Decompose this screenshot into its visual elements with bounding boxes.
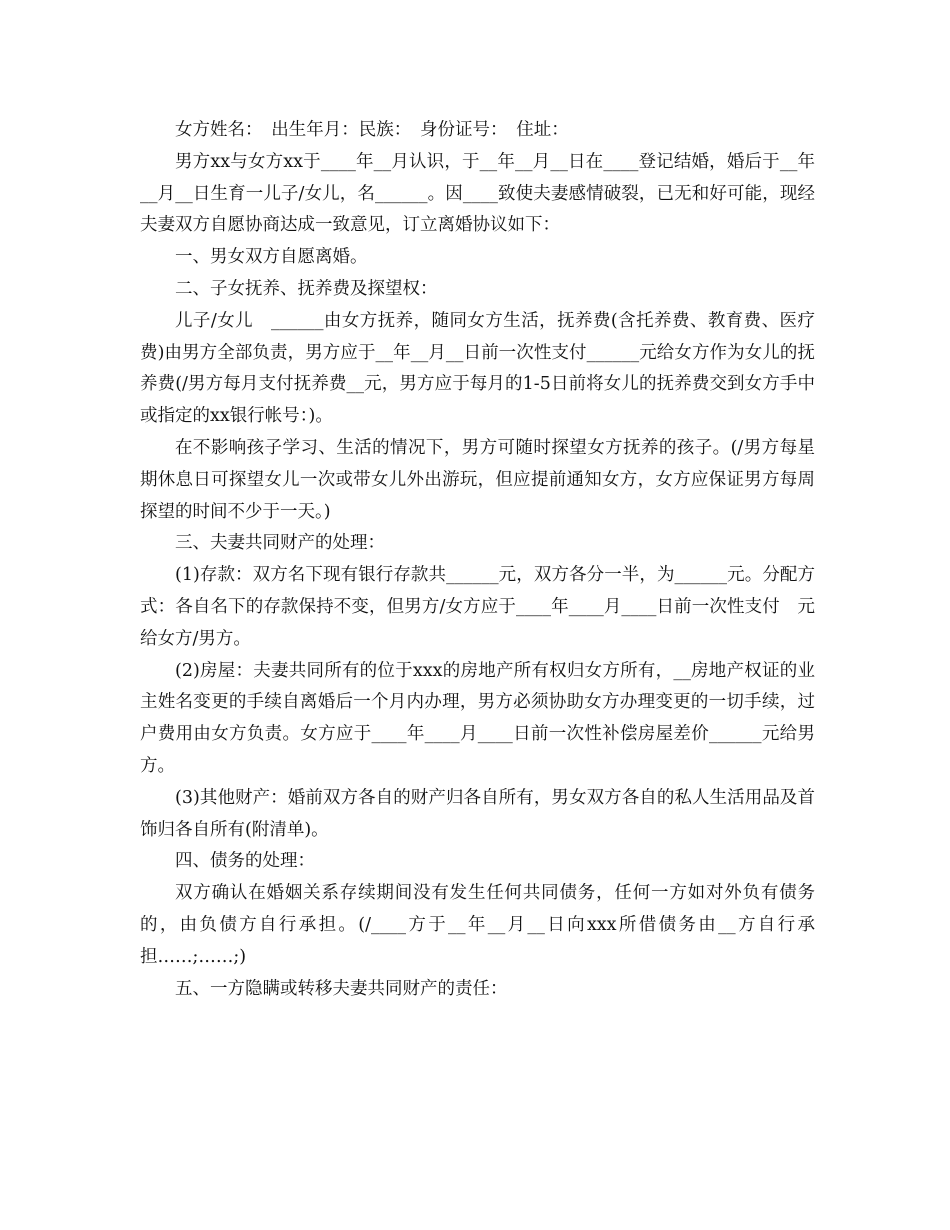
- other-property-paragraph: (3)其他财产：婚前双方各自的财产归各自所有，男女双方各自的私人生活用品及首饰归各自所有(附清单)。: [140, 787, 815, 840]
- party-info-female: 女方姓名： 出生年月：民族： 身份证号： 住址：: [175, 120, 569, 140]
- clause-1-heading: 一、男女双方自愿离婚。: [175, 247, 368, 268]
- housing-paragraph: (2)房屋：夫妻共同所有的位于xxx的房地产所有权归女方所有，__房地产权证的业主姓名变更的手续自离婚后一个月内办理，男方必须协助女方办理变更的一切手续，过户费用由女方负责。女方应于____年____月____日前一次性补偿房屋差价______元给男方。: [140, 660, 815, 776]
- visitation-paragraph: 在不影响孩子学习、生活的情况下，男方可随时探望女方抚养的孩子。(/男方每星期休息日可探望女儿一次或带女儿外出游玩，但应提前通知女方，女方应保证男方每周探望的时间不少于一天。): [140, 437, 815, 522]
- debt-paragraph: 双方确认在婚姻关系存续期间没有发生任何共同债务，任何一方如对外负有债务的，由负债方自行承担。(/____方于__年__月__日向xxx所借债务由__方自行承担……;……;): [140, 883, 815, 967]
- clause-3-heading: 三、夫妻共同财产的处理：: [175, 533, 385, 554]
- clause-2-heading: 二、子女抚养、抚养费及探望权：: [175, 278, 438, 299]
- savings-paragraph: (1)存款：双方名下现有银行存款共______元，双方各分一半，为______元。分配方式：各自名下的存款保持不变，但男方/女方应于____年____月____日前一次性支付 元给女方/男方。: [140, 565, 815, 649]
- child-support-paragraph: 儿子/女儿 ______由女方抚养，随同女方生活，抚养费(含托养费、教育费、医疗费)由男方全部负责，男方应于__年__月__日前一次性支付______元给女方作为女儿的抚养费(/男方每月支付抚养费__元，男方应于每月的1-5日前将女儿的抚养费交到女方手中或指定的xx银行帐号：)。: [140, 310, 815, 427]
- marriage-background: 男方xx与女方xx于____年__月认识，于__年__月__日在____登记结婚，婚后于__年__月__日生育一儿子/女儿，名______。因____致使夫妻感情破裂，已无和好可能，现经夫妻双方自愿协商达成一致意见，订立离婚协议如下：: [140, 151, 815, 236]
- clause-4-heading: 四、债务的处理：: [175, 851, 315, 872]
- document-body: [140, 115, 815, 1005]
- clause-5-heading: 五、一方隐瞒或转移夫妻共同财产的责任：: [175, 978, 508, 999]
